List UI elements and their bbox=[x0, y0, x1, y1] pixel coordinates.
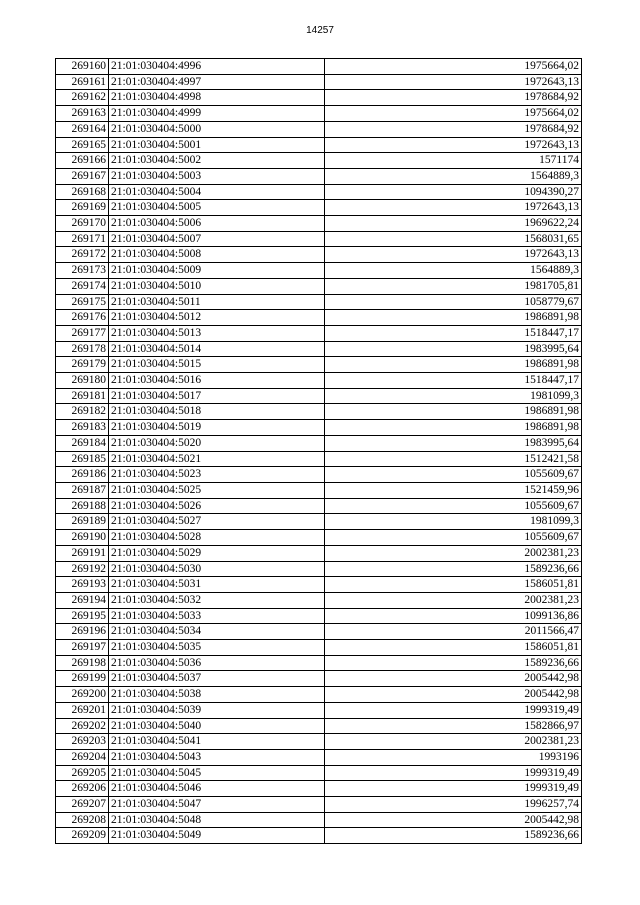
cadastral-value-cell: 2002381,23 bbox=[325, 592, 582, 608]
table-row bbox=[56, 90, 582, 106]
row-number-cell: 269193 bbox=[56, 577, 109, 593]
cadastral-value-cell: 1986891,98 bbox=[325, 357, 582, 373]
cadastral-value-cell: 1055609,67 bbox=[325, 467, 582, 483]
cadastral-value-cell: 1999319,49 bbox=[325, 702, 582, 718]
table-row bbox=[56, 404, 582, 420]
cadastral-number-cell: 21:01:030404:5000 bbox=[109, 121, 325, 137]
cadastral-value-cell: 1564889,3 bbox=[325, 263, 582, 279]
row-number-cell: 269183 bbox=[56, 420, 109, 436]
table-row bbox=[56, 435, 582, 451]
cadastral-number-cell: 21:01:030404:5048 bbox=[109, 812, 325, 828]
table-row bbox=[56, 184, 582, 200]
row-number-cell: 269169 bbox=[56, 200, 109, 216]
cadastral-number-cell: 21:01:030404:5033 bbox=[109, 608, 325, 624]
cadastral-value-cell: 2005442,98 bbox=[325, 687, 582, 703]
cadastral-number-cell: 21:01:030404:5026 bbox=[109, 498, 325, 514]
cadastral-number-cell: 21:01:030404:5018 bbox=[109, 404, 325, 420]
row-number-cell: 269185 bbox=[56, 451, 109, 467]
cadastral-value-cell: 1999319,49 bbox=[325, 781, 582, 797]
table-row bbox=[56, 624, 582, 640]
table-row bbox=[56, 671, 582, 687]
cadastral-number-cell: 21:01:030404:5021 bbox=[109, 451, 325, 467]
row-number-cell: 269187 bbox=[56, 482, 109, 498]
table-row bbox=[56, 828, 582, 844]
table-row bbox=[56, 608, 582, 624]
row-number-cell: 269160 bbox=[56, 59, 109, 75]
cadastral-number-cell: 21:01:030404:5045 bbox=[109, 765, 325, 781]
cadastral-value-cell: 1978684,92 bbox=[325, 90, 582, 106]
cadastral-number-cell: 21:01:030404:5035 bbox=[109, 640, 325, 656]
table-row bbox=[56, 545, 582, 561]
table-row bbox=[56, 498, 582, 514]
page-number: 14257 bbox=[306, 25, 334, 36]
row-number-cell: 269182 bbox=[56, 404, 109, 420]
cadastral-number-cell: 21:01:030404:5001 bbox=[109, 137, 325, 153]
cadastral-number-cell: 21:01:030404:5016 bbox=[109, 373, 325, 389]
table-row bbox=[56, 357, 582, 373]
table-row bbox=[56, 373, 582, 389]
cadastral-value-cell: 1978684,92 bbox=[325, 121, 582, 137]
cadastral-value-cell: 1969622,24 bbox=[325, 216, 582, 232]
cadastral-number-cell: 21:01:030404:5015 bbox=[109, 357, 325, 373]
table-row bbox=[56, 592, 582, 608]
cadastral-value-cell: 1983995,64 bbox=[325, 435, 582, 451]
cadastral-value-cell: 1993196 bbox=[325, 749, 582, 765]
cadastral-number-cell: 21:01:030404:5028 bbox=[109, 530, 325, 546]
row-number-cell: 269170 bbox=[56, 216, 109, 232]
cadastral-value-cell: 1518447,17 bbox=[325, 325, 582, 341]
cadastral-number-cell: 21:01:030404:5030 bbox=[109, 561, 325, 577]
row-number-cell: 269199 bbox=[56, 671, 109, 687]
cadastral-value-cell: 1981099,3 bbox=[325, 514, 582, 530]
cadastral-value-cell: 1986891,98 bbox=[325, 420, 582, 436]
cadastral-number-cell: 21:01:030404:5019 bbox=[109, 420, 325, 436]
table-row bbox=[56, 247, 582, 263]
cadastral-value-cell: 2002381,23 bbox=[325, 734, 582, 750]
cadastral-number-cell: 21:01:030404:5005 bbox=[109, 200, 325, 216]
row-number-cell: 269180 bbox=[56, 373, 109, 389]
cadastral-number-cell: 21:01:030404:5047 bbox=[109, 797, 325, 813]
cadastral-number-cell: 21:01:030404:5025 bbox=[109, 482, 325, 498]
row-number-cell: 269194 bbox=[56, 592, 109, 608]
table-row bbox=[56, 577, 582, 593]
cadastral-value-cell: 2002381,23 bbox=[325, 545, 582, 561]
cadastral-value-cell: 1589236,66 bbox=[325, 828, 582, 844]
row-number-cell: 269161 bbox=[56, 74, 109, 90]
cadastral-number-cell: 21:01:030404:5029 bbox=[109, 545, 325, 561]
cadastral-number-cell: 21:01:030404:5008 bbox=[109, 247, 325, 263]
row-number-cell: 269172 bbox=[56, 247, 109, 263]
table-row bbox=[56, 200, 582, 216]
cadastral-value-cell: 1512421,58 bbox=[325, 451, 582, 467]
row-number-cell: 269191 bbox=[56, 545, 109, 561]
table-row bbox=[56, 153, 582, 169]
table-row bbox=[56, 137, 582, 153]
cadastral-number-cell: 21:01:030404:5023 bbox=[109, 467, 325, 483]
row-number-cell: 269195 bbox=[56, 608, 109, 624]
table-row bbox=[56, 278, 582, 294]
cadastral-value-cell: 1586051,81 bbox=[325, 577, 582, 593]
table-row bbox=[56, 168, 582, 184]
row-number-cell: 269189 bbox=[56, 514, 109, 530]
cadastral-value-cell: 1589236,66 bbox=[325, 561, 582, 577]
cadastral-number-cell: 21:01:030404:5039 bbox=[109, 702, 325, 718]
table-row bbox=[56, 294, 582, 310]
cadastral-value-cell: 2005442,98 bbox=[325, 671, 582, 687]
table-row bbox=[56, 734, 582, 750]
cadastral-number-cell: 21:01:030404:5038 bbox=[109, 687, 325, 703]
table-row bbox=[56, 216, 582, 232]
cadastral-value-cell: 1981705,81 bbox=[325, 278, 582, 294]
cadastral-value-cell: 2011566,47 bbox=[325, 624, 582, 640]
row-number-cell: 269198 bbox=[56, 655, 109, 671]
cadastral-number-cell: 21:01:030404:5032 bbox=[109, 592, 325, 608]
row-number-cell: 269164 bbox=[56, 121, 109, 137]
cadastral-number-cell: 21:01:030404:5043 bbox=[109, 749, 325, 765]
cadastral-value-cell: 1055609,67 bbox=[325, 530, 582, 546]
row-number-cell: 269179 bbox=[56, 357, 109, 373]
row-number-cell: 269163 bbox=[56, 106, 109, 122]
row-number-cell: 269171 bbox=[56, 231, 109, 247]
cadastral-value-cell: 1996257,74 bbox=[325, 797, 582, 813]
cadastral-number-cell: 21:01:030404:5036 bbox=[109, 655, 325, 671]
cadastral-value-cell: 1975664,02 bbox=[325, 106, 582, 122]
row-number-cell: 269206 bbox=[56, 781, 109, 797]
cadastral-value-cell: 1582866,97 bbox=[325, 718, 582, 734]
table-row bbox=[56, 482, 582, 498]
cadastral-number-cell: 21:01:030404:5007 bbox=[109, 231, 325, 247]
row-number-cell: 269200 bbox=[56, 687, 109, 703]
cadastral-value-cell: 1099136,86 bbox=[325, 608, 582, 624]
table-row bbox=[56, 530, 582, 546]
row-number-cell: 269208 bbox=[56, 812, 109, 828]
row-number-cell: 269177 bbox=[56, 325, 109, 341]
cadastral-number-cell: 21:01:030404:4998 bbox=[109, 90, 325, 106]
row-number-cell: 269168 bbox=[56, 184, 109, 200]
cadastral-value-cell: 1589236,66 bbox=[325, 655, 582, 671]
table-row bbox=[56, 325, 582, 341]
cadastral-number-cell: 21:01:030404:5046 bbox=[109, 781, 325, 797]
table-row bbox=[56, 121, 582, 137]
cadastral-number-cell: 21:01:030404:5017 bbox=[109, 388, 325, 404]
row-number-cell: 269173 bbox=[56, 263, 109, 279]
table-row bbox=[56, 765, 582, 781]
table-row bbox=[56, 640, 582, 656]
table-row bbox=[56, 231, 582, 247]
table-row bbox=[56, 687, 582, 703]
row-number-cell: 269204 bbox=[56, 749, 109, 765]
table-row bbox=[56, 655, 582, 671]
cadastral-number-cell: 21:01:030404:5003 bbox=[109, 168, 325, 184]
cadastral-value-cell: 1521459,96 bbox=[325, 482, 582, 498]
row-number-cell: 269162 bbox=[56, 90, 109, 106]
cadastral-number-cell: 21:01:030404:5027 bbox=[109, 514, 325, 530]
table-row bbox=[56, 718, 582, 734]
cadastral-value-cell: 1972643,13 bbox=[325, 137, 582, 153]
row-number-cell: 269184 bbox=[56, 435, 109, 451]
table-row bbox=[56, 263, 582, 279]
cadastral-number-cell: 21:01:030404:4996 bbox=[109, 59, 325, 75]
row-number-cell: 269202 bbox=[56, 718, 109, 734]
row-number-cell: 269205 bbox=[56, 765, 109, 781]
table-row bbox=[56, 388, 582, 404]
table-row bbox=[56, 310, 582, 326]
cadastral-value-cell: 1981099,3 bbox=[325, 388, 582, 404]
cadastral-value-cell: 2005442,98 bbox=[325, 812, 582, 828]
row-number-cell: 269167 bbox=[56, 168, 109, 184]
cadastral-number-cell: 21:01:030404:5002 bbox=[109, 153, 325, 169]
cadastral-number-cell: 21:01:030404:4999 bbox=[109, 106, 325, 122]
cadastral-value-cell: 1972643,13 bbox=[325, 200, 582, 216]
table-row bbox=[56, 702, 582, 718]
cadastral-number-cell: 21:01:030404:5031 bbox=[109, 577, 325, 593]
cadastral-number-cell: 21:01:030404:5010 bbox=[109, 278, 325, 294]
cadastral-value-cell: 1975664,02 bbox=[325, 59, 582, 75]
cadastral-number-cell: 21:01:030404:5037 bbox=[109, 671, 325, 687]
cadastral-number-cell: 21:01:030404:5011 bbox=[109, 294, 325, 310]
cadastral-value-cell: 1568031,65 bbox=[325, 231, 582, 247]
cadastral-value-cell: 1586051,81 bbox=[325, 640, 582, 656]
cadastral-value-cell: 1972643,13 bbox=[325, 74, 582, 90]
cadastral-number-cell: 21:01:030404:5014 bbox=[109, 341, 325, 357]
cadastral-value-cell: 1986891,98 bbox=[325, 404, 582, 420]
table-row bbox=[56, 514, 582, 530]
table-row bbox=[56, 797, 582, 813]
cadastral-value-cell: 1571174 bbox=[325, 153, 582, 169]
cadastral-value-cell: 1999319,49 bbox=[325, 765, 582, 781]
table-row bbox=[56, 467, 582, 483]
cadastral-number-cell: 21:01:030404:5006 bbox=[109, 216, 325, 232]
row-number-cell: 269186 bbox=[56, 467, 109, 483]
row-number-cell: 269165 bbox=[56, 137, 109, 153]
row-number-cell: 269209 bbox=[56, 828, 109, 844]
cadastral-value-cell: 1983995,64 bbox=[325, 341, 582, 357]
cadastral-value-cell: 1564889,3 bbox=[325, 168, 582, 184]
row-number-cell: 269188 bbox=[56, 498, 109, 514]
row-number-cell: 269181 bbox=[56, 388, 109, 404]
cadastral-number-cell: 21:01:030404:5012 bbox=[109, 310, 325, 326]
cadastral-value-cell: 1518447,17 bbox=[325, 373, 582, 389]
cadastral-number-cell: 21:01:030404:5004 bbox=[109, 184, 325, 200]
cadastral-value-cell: 1094390,27 bbox=[325, 184, 582, 200]
cadastral-value-cell: 1055609,67 bbox=[325, 498, 582, 514]
table-row bbox=[56, 341, 582, 357]
row-number-cell: 269175 bbox=[56, 294, 109, 310]
table-row bbox=[56, 106, 582, 122]
cadastral-number-cell: 21:01:030404:5041 bbox=[109, 734, 325, 750]
cadastral-value-cell: 1972643,13 bbox=[325, 247, 582, 263]
cadastral-number-cell: 21:01:030404:4997 bbox=[109, 74, 325, 90]
table-row bbox=[56, 561, 582, 577]
cadastral-number-cell: 21:01:030404:5009 bbox=[109, 263, 325, 279]
table-row bbox=[56, 59, 582, 75]
cadastral-value-cell: 1986891,98 bbox=[325, 310, 582, 326]
row-number-cell: 269201 bbox=[56, 702, 109, 718]
table-row bbox=[56, 749, 582, 765]
table-row bbox=[56, 420, 582, 436]
row-number-cell: 269207 bbox=[56, 797, 109, 813]
row-number-cell: 269197 bbox=[56, 640, 109, 656]
cadastral-number-cell: 21:01:030404:5020 bbox=[109, 435, 325, 451]
row-number-cell: 269174 bbox=[56, 278, 109, 294]
cadastral-number-cell: 21:01:030404:5040 bbox=[109, 718, 325, 734]
row-number-cell: 269192 bbox=[56, 561, 109, 577]
cadastral-number-cell: 21:01:030404:5034 bbox=[109, 624, 325, 640]
row-number-cell: 269166 bbox=[56, 153, 109, 169]
table-row bbox=[56, 812, 582, 828]
row-number-cell: 269190 bbox=[56, 530, 109, 546]
cadastral-value-cell: 1058779,67 bbox=[325, 294, 582, 310]
cadastral-number-cell: 21:01:030404:5013 bbox=[109, 325, 325, 341]
row-number-cell: 269178 bbox=[56, 341, 109, 357]
table-row bbox=[56, 74, 582, 90]
table-row bbox=[56, 781, 582, 797]
row-number-cell: 269176 bbox=[56, 310, 109, 326]
cadastral-value-table bbox=[55, 58, 582, 844]
row-number-cell: 269196 bbox=[56, 624, 109, 640]
row-number-cell: 269203 bbox=[56, 734, 109, 750]
cadastral-number-cell: 21:01:030404:5049 bbox=[109, 828, 325, 844]
table-body bbox=[56, 59, 582, 844]
table-row bbox=[56, 451, 582, 467]
